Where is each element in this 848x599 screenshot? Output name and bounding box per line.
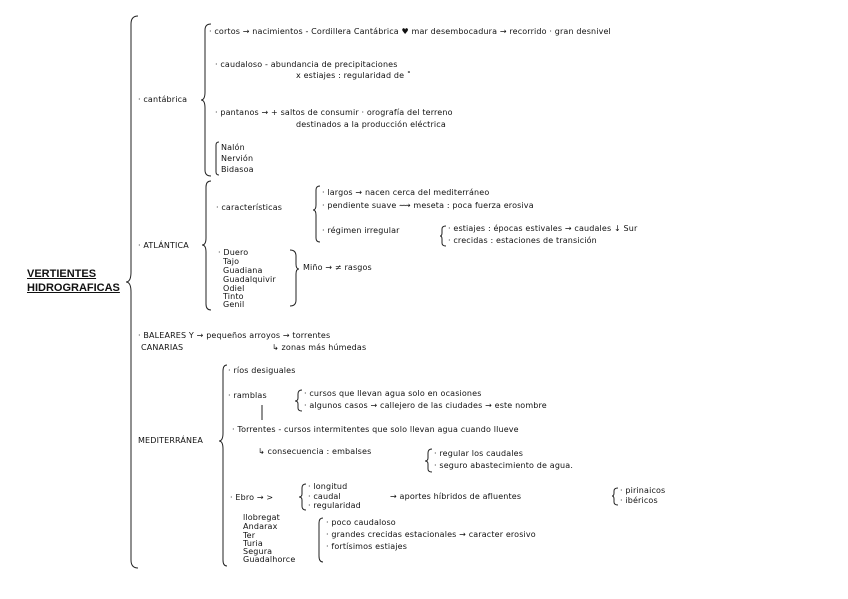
med-river-4: Turia [243, 539, 263, 548]
atlantica-label: · ATLÁNTICA [138, 241, 189, 250]
med-ramblas-label: · ramblas [228, 391, 267, 400]
atlantica-rivers-brace [290, 250, 299, 306]
med-river-6: Guadalhorce [243, 555, 296, 564]
atlantica-river-3: Guadiana [223, 266, 263, 275]
med-regular-caudales: · regular los caudales [434, 449, 524, 458]
med-aportes: → aportes híbridos de afluentes [390, 492, 522, 501]
cantabrica-line-2b: x estiajes : regularidad de ˚ [296, 71, 412, 80]
cantabrica-river-2: Nervión [221, 154, 254, 163]
med-ebro: · Ebro → > [230, 493, 274, 502]
cantabrica-label: · cantábrica [138, 95, 188, 104]
med-rios-desiguales: · ríos desiguales [228, 366, 296, 375]
afluentes-brace [612, 488, 618, 505]
cantabrica-line-3b: destinados a la producción eléctrica [296, 120, 446, 129]
atlantica-river-5: Odiel [223, 284, 245, 293]
embalses-brace [425, 449, 432, 472]
cantabrica-line-1: · cortos → nacimientos - Cordillera Cantábrica ♥ mar desembocadura → recorrido · gran desnivel [209, 27, 611, 36]
caracteristicas-label: · características [216, 203, 283, 212]
ramblas-brace [295, 390, 302, 411]
mediterranea-label: MEDITERRÁNEA [138, 436, 203, 445]
atlantica-river-1: · Duero [218, 248, 249, 257]
atlantica-brace [202, 181, 211, 310]
med-river-3: Ter [243, 531, 256, 540]
cantabrica-brace [201, 24, 211, 176]
caracteristicas-brace [313, 186, 320, 242]
atlantica-river-4: Guadalquivir [223, 275, 276, 284]
atlantica-river-6: Tinto [223, 292, 244, 301]
main-title-line-1: VERTIENTES [27, 268, 97, 280]
atlantica-river-2: Tajo [223, 257, 240, 266]
atlantica-mino: Miño → ≠ rasgos [303, 263, 372, 272]
atlantica-crecidas: · crecidas : estaciones de transición [448, 236, 597, 245]
baleares-line-2: CANARIAS [141, 343, 184, 352]
cantabrica-river-1: Nalón [221, 143, 245, 152]
atlantica-char-2: · pendiente suave ⟿ meseta : poca fuerza erosiva [322, 201, 534, 210]
baleares-line-1: · BALEARES Y → pequeños arroyos → torrentes [138, 331, 331, 340]
med-rivers-brace [319, 518, 323, 562]
main-brace [126, 16, 138, 568]
med-crecidas: · grandes crecidas estacionales → caracter erosivo [326, 530, 536, 539]
baleares-line-3: ↳ zonas más húmedas [272, 343, 367, 352]
med-river-5: Segura [243, 547, 273, 556]
mediterranea-brace [219, 365, 227, 566]
med-ramblas-2: · algunos casos → callejero de las ciudades → este nombre [304, 401, 547, 410]
med-abastecimiento: · seguro abastecimiento de agua. [434, 461, 574, 470]
med-estiajes: · fortísimos estiajes [326, 542, 408, 551]
med-ebro-caudal: · caudal [308, 492, 341, 501]
atlantica-river-7: Genil [223, 300, 245, 309]
med-river-1: llobregat [243, 513, 280, 522]
atlantica-char-1: · largos → nacen cerca del mediterráneo [322, 188, 490, 197]
atlantica-char-3: · régimen irregular [322, 226, 400, 235]
cantabrica-river-3: Bidasoa [221, 165, 254, 174]
med-ebro-longitud: · longitud [308, 482, 348, 491]
atlantica-estiajes: · estiajes : épocas estivales → caudales ↓ Sur [448, 224, 638, 233]
med-poco-caudaloso: · poco caudaloso [326, 518, 396, 527]
med-ramblas-1: · cursos que llevan agua solo en ocasiones [304, 389, 482, 398]
med-pirinaicos: · pirinaicos [620, 486, 666, 495]
med-torrentes: · Torrentes - cursos intermitentes que solo llevan agua cuando llueve [232, 425, 519, 434]
med-consecuencia: ↳ consecuencia : embalses [258, 447, 372, 456]
main-title-line-2: HIDROGRAFICAS [27, 282, 120, 294]
regimen-brace [440, 226, 446, 246]
cantabrica-rivers-brace [216, 142, 219, 175]
med-ibericos: · ibéricos [620, 496, 658, 505]
med-ebro-regularidad: · regularidad [308, 501, 361, 510]
cantabrica-line-2a: · caudaloso - abundancia de precipitaciones [215, 60, 398, 69]
ebro-brace [299, 484, 306, 510]
med-river-2: Andarax [243, 522, 278, 531]
cantabrica-line-3a: · pantanos → + saltos de consumir · orografía del terreno [215, 108, 453, 117]
